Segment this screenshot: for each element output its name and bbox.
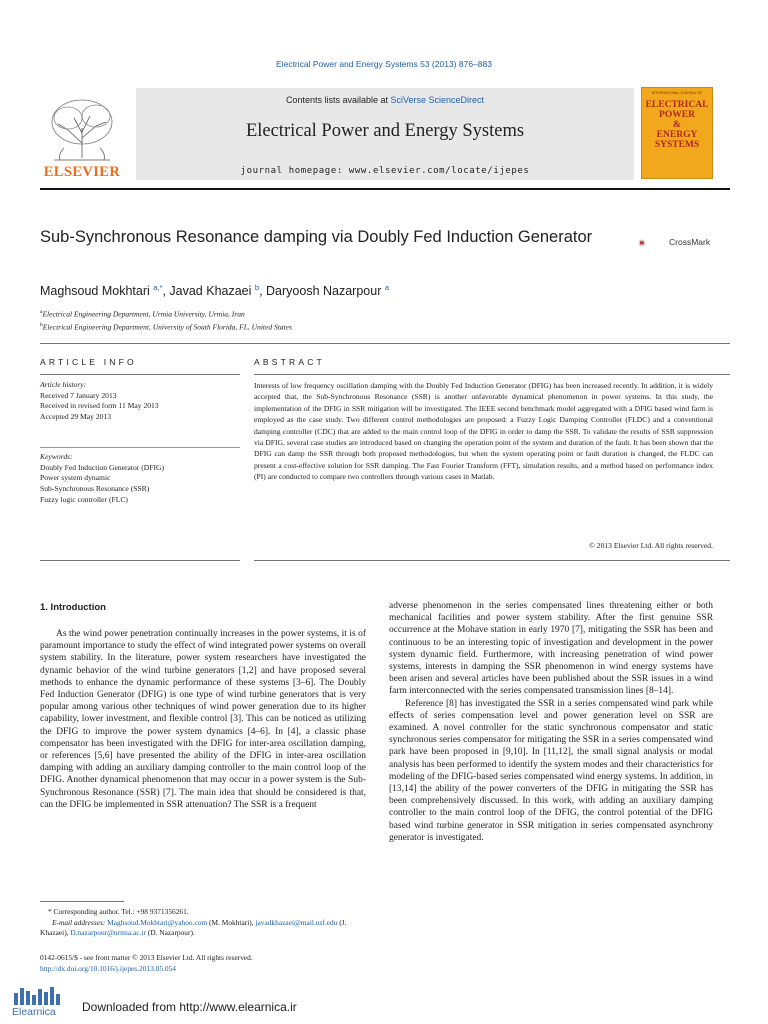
affiliation-text: Electrical Engineering Department, University of South Florida, FL, United States (42, 322, 292, 331)
author-list (40, 283, 389, 298)
keyword: Sub-Synchronous Resonance (SSR) (40, 484, 150, 494)
header-divider (40, 188, 730, 190)
email-link[interactable]: Maghsoud.Mokhtari@yahoo.com (107, 917, 208, 927)
history-item: Received in revised form 11 May 2013 (40, 401, 159, 411)
affiliation-mark: b (40, 321, 43, 328)
contents-line (136, 95, 634, 105)
paper-title: Sub-Synchronous Resonance damping via Doubly Fed Induction Generator (40, 228, 593, 246)
article-info-heading: ARTICLE INFO (40, 357, 137, 367)
corresponding-author: * Corresponding author. Tel.: +98 9371356261. (48, 907, 189, 916)
article-info-rule (40, 374, 240, 375)
email-label: E-mail addresses: (52, 917, 106, 927)
history-item: Received 7 January 2013 (40, 390, 117, 400)
issn-block (40, 953, 366, 974)
abstract-heading: ABSTRACT (254, 357, 325, 367)
journal-citation-link[interactable]: Electrical Power and Energy Systems 53 (2013) 876–883 (276, 59, 492, 69)
keyword: Fuzzy logic controller (FLC) (40, 494, 128, 504)
author-name: Daryoosh Nazarpour (266, 284, 382, 299)
elsevier-wordmark: ELSEVIER (43, 164, 121, 180)
body-right-column (389, 600, 713, 844)
affiliations (40, 307, 292, 332)
journal-title: Electrical Power and Energy Systems (245, 121, 525, 141)
sciencedirect-link[interactable]: SciVerse ScienceDirect (390, 95, 485, 105)
author-affiliation-mark[interactable]: b (254, 283, 260, 292)
body-paragraph: adverse phenomenon in the series compensated lines threatening either or both mechanical facilities and power system stability. After the first genuine SSR occurrence at the Mohave station in early 1970 [7], mitigating the SSR has been and continuous to be an interesting topic of investigation and development in the power system dynamic field. Furthermore, with increasing penetration of wind power systems, interests in damping the SSR phenomenon in wind energy systems have been arisen and several articles have been published about the SSR issues in a wind farm interconnected with the series compensated transmission lines [8–14]. (389, 601, 713, 697)
cover-line: ELECTRICAL (645, 100, 709, 110)
author-affiliation-mark[interactable]: a,* (153, 283, 163, 292)
history-item: Accepted 29 May 2013 (40, 412, 112, 422)
cover-line: ENERGY (656, 130, 698, 140)
footnote-rule (40, 901, 124, 902)
contents-prefix: Contents lists available at (285, 95, 391, 105)
title-divider (40, 343, 730, 344)
affiliation-text: Electrical Engineering Department, Urmia University, Urmia, Iran (42, 309, 245, 319)
history-label: Article history: (40, 380, 87, 389)
author-separator: , (162, 284, 170, 299)
email-addresses (40, 918, 366, 939)
body-paragraph: Reference [8] has investigated the SSR in a series compensated wind park while effects of series compensation level and power generation level on SSR are examined. A novel controller for the static synchronous compensator and static synchronous series compensator for mitigating the SSR in a series compensated wind park have been proposed in [9,10]. In [11,12], the small signal analysis or modal analysis has been performed to identify the system modes and their characteristics for modeling of the DFIG-based series compensated wind energy systems. In addition, in [13,14] the ability of the power converters of the DFIG in mitigating the SSR has been comprehensively discussed. In this work, with adding an auxiliary damping controller to the main control loop of the DFIG, the control potential of the DFIG based wind turbine generator in SSR mitigation in series compensated asynchrony generator is investigated. (389, 698, 713, 843)
section-title: 1. Introduction (40, 602, 106, 613)
article-info-rule (40, 447, 240, 448)
doi-link[interactable]: http://dx.doi.org/10.1016/j.ijepes.2013.05.054 (40, 963, 176, 973)
article-history (40, 380, 240, 423)
author-affiliation-mark[interactable]: a (384, 283, 390, 292)
keyword: Power system dynamic (40, 473, 111, 483)
email-link[interactable]: D.nazarpour@urmia.ac.ir (70, 928, 146, 938)
cover-line: & (673, 120, 681, 130)
affiliation-mark: a (40, 309, 43, 315)
download-source[interactable]: Downloaded from http://www.elearnica.ir (82, 1000, 297, 1014)
keywords (40, 452, 240, 506)
abstract-rule (254, 374, 730, 375)
elearnica-wordmark: Elearnica (12, 1006, 56, 1018)
crossmark-label[interactable]: CrossMark (669, 237, 711, 247)
crossmark-icon[interactable] (638, 230, 668, 256)
email-owner: (M. Mokhtari), (207, 917, 256, 927)
author-separator: , (259, 284, 267, 299)
abstract-text: Interests of low frequency oscillation damping with the Doubly Fed Induction Generator (DFIG) has been increased recently. In addition, it is widely accepted that, the Sub-Synchronous Resonance (SSR) is another unfavorable dynamical phenomenon in power systems. In this study, the implementation of the DFIG in SSR mitigation will be investigated. The IEEE second benchmark model aggregated with a DFIG based wind farm is employed as the case study. Two different control methodologies are proposed: a Fuzzy Logic Damping Controller (FLDC) and a conventional damping controller (CDC) that are added to the main control loop of the DFIG in order to damp the SSR. To validate the results of SSR suppression via DFIG, several case studies are introduced based on changing the operation point of the system and duration of the fault. It has been shown that the DFIG can damp the SSR through both proposed methodologies, but when the system operating point or fault duration is changed, the FLDC can present a cost-effective solution for SSR damping. The Fast Fourier Transform (FFT), simulation results, and a method based on performance index (PI) are conducted to compare two controllers through various cases in Matlab. (254, 381, 713, 482)
article-info-bottom-rule (40, 560, 240, 561)
author-name: Javad Khazaei (169, 284, 252, 299)
abstract-bottom-rule (254, 560, 730, 561)
cover-top-text: INTERNATIONAL JOURNAL OF (651, 91, 703, 95)
issn-line: 0142-0615/$ - see front matter © 2013 Elsevier Ltd. All rights reserved. (40, 953, 253, 962)
abstract-copyright: © 2013 Elsevier Ltd. All rights reserved. (589, 541, 713, 550)
email-owner: (J. Khazaei), (40, 917, 347, 938)
keywords-label: Keywords: (40, 452, 73, 461)
email-owner: (D. Nazarpour). (145, 928, 195, 938)
email-link[interactable]: javadkhazaei@mail.usf.edu (255, 917, 338, 927)
journal-homepage[interactable]: journal homepage: www.elsevier.com/locate/ijepes (240, 166, 530, 176)
cover-line: SYSTEMS (654, 140, 700, 150)
affiliation (40, 307, 292, 320)
keyword: Doubly Fed Induction Generator (DFIG) (40, 462, 165, 472)
body-left-column: As the wind power penetration continually increases in the power systems, it is of paramount importance to study the effect of wind integrated power systems on overall system stability. In the literature, power system researchers have investigated the dynamic behavior of the wind turbine generators [1,2] and have proposed several methods to enhance the dynamic performance of these systems [3–6]. The Doubly Fed Induction Generator (DFIG) is one type of wind turbine generators that is very popular among various other techniques of wind power generation due to its higher capability, lower investment, and flexible control [3]. This can be noticed as utilizing the DFIG to improve the power system dynamics [4–6]. In [4], a classic phase compensator has been investigated with the DFIG for inter-area oscillation damping, or references [5,6] have presented the ability of the DFIG in inter-area oscillation damping with adding an auxiliary damping controller to the main control loop of the DFIG. Another dynamical phenomenon that may occur in a power system is the Sub-Synchronous Resonance (SSR) [7]. The main idea that should be considered is that, can the DFIG be implemented in SSR attenuation? The SSR is a frequent (40, 629, 366, 810)
cover-line: POWER (659, 110, 695, 120)
cover-title (643, 100, 711, 150)
affiliation (40, 320, 292, 333)
footnote (40, 907, 366, 939)
author-name: Maghsoud Mokhtari (40, 284, 150, 299)
